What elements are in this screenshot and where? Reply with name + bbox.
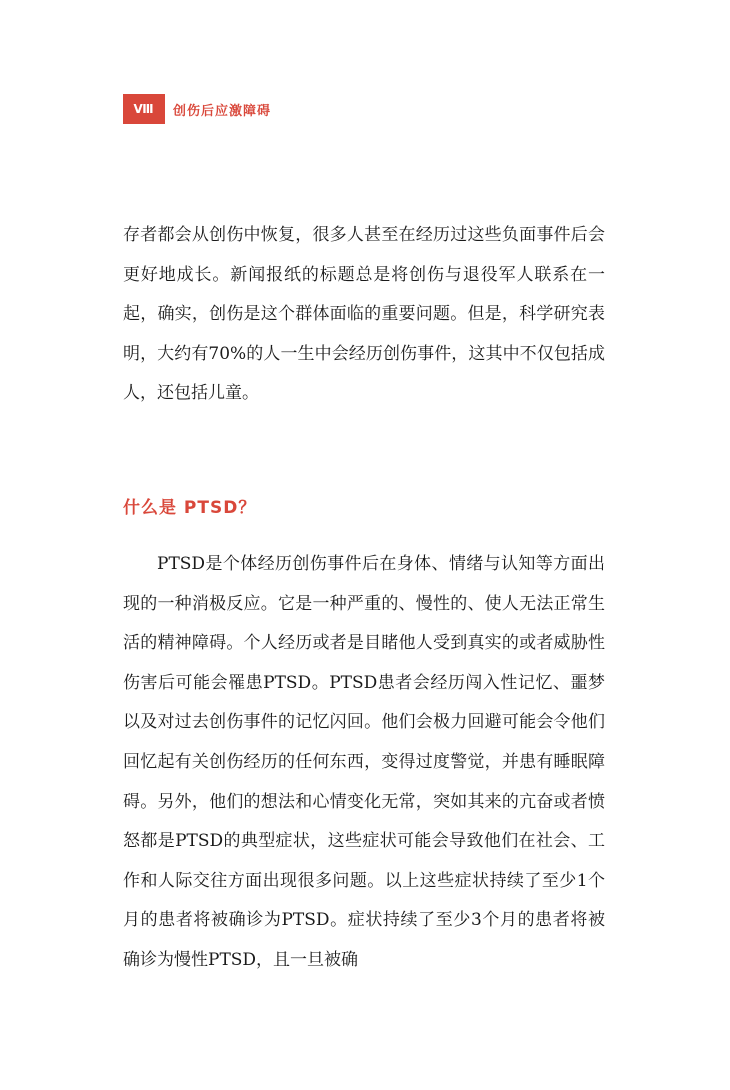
running-header [123, 94, 271, 124]
chapter-number-badge: Ⅷ [123, 94, 165, 124]
intro-paragraph: 存者都会从创伤中恢复，很多人甚至在经历过这些负面事件后会更好地成长。新闻报纸的标题总是将创伤与退役军人联系在一起，确实，创伤是这个群体面临的重要问题。但是，科学研究表明，大约有70%的人一生中会经历创伤事件，这其中不仅包括成人，还包括儿童。 [123, 225, 605, 404]
section-paragraph: PTSD是个体经历创伤事件后在身体、情绪与认知等方面出现的一种消极反应。它是一种严重的、慢性的、使人无法正常生活的精神障碍。个人经历或者是目睹他人受到真实的或者威胁性伤害后可能会罹患PTSD。PTSD患者会经历闯入性记忆、噩梦以及对过去创伤事件的记忆闪回。他们会极力回避可能会令他们回忆起有关创伤经历的任何东西，变得过度警觉，并患有睡眠障碍。另外，他们的想法和心情变化无常，突如其来的亢奋或者愤怒都是PTSD的典型症状，这些症状可能会导致他们在社会、工作和人际交往方面出现很多问题。以上这些症状持续了至少1个月的患者将被确诊为PTSD。症状持续了至少3个月的患者将被确诊为慢性PTSD，且一旦被确 [123, 554, 605, 970]
chapter-title: 创伤后应激障碍 [173, 103, 272, 119]
section-heading: 什么是 PTSD？ [123, 498, 257, 518]
